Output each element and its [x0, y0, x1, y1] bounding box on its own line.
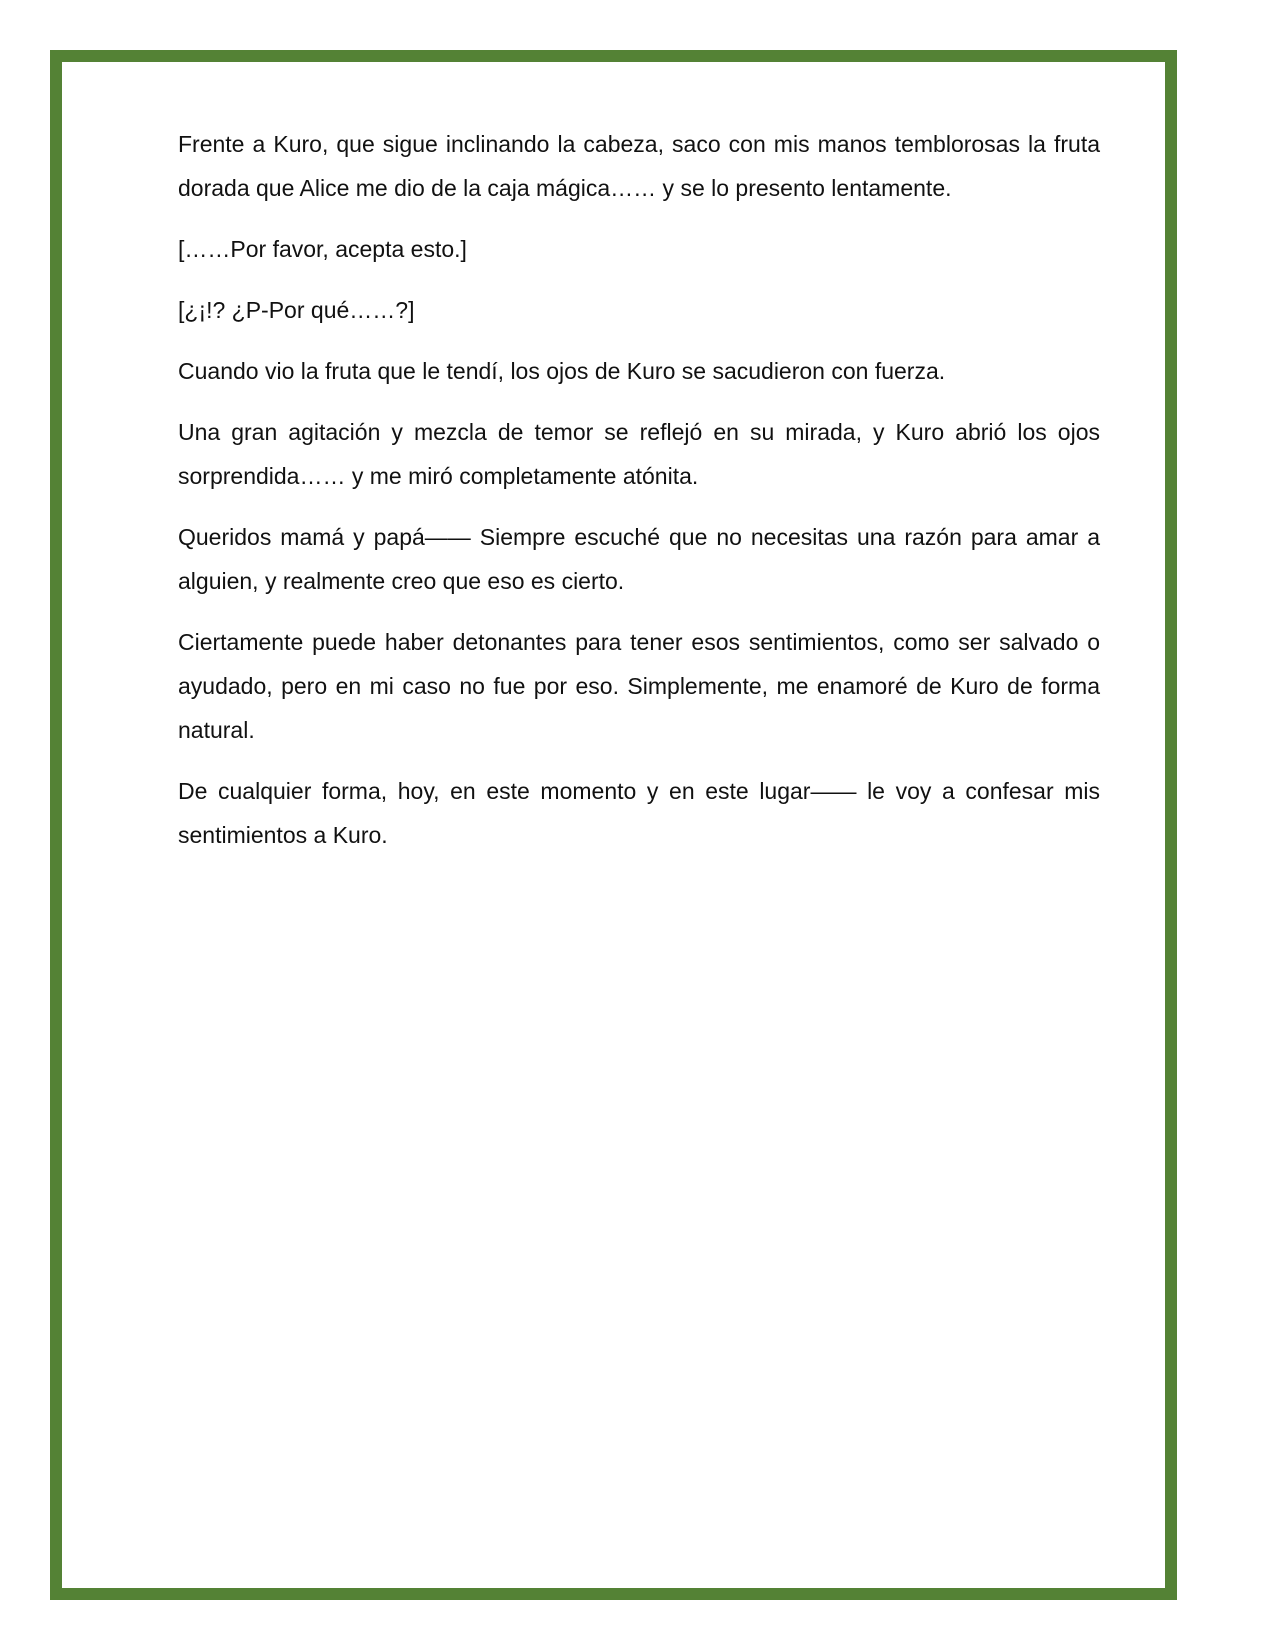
paragraph: Ciertamente puede haber detonantes para tener esos sentimientos, como ser salvado o ayudado, pero en mi caso no fue por eso. Simplemente, me enamoré de Kuro de forma natural.: [178, 629, 1100, 743]
paragraph: [¿¡!? ¿P-Por qué……?]: [178, 297, 415, 323]
document-body: [178, 122, 1100, 874]
paragraph: Queridos mamá y papá—— Siempre escuché que no necesitas una razón para amar a alguien, y realmente creo que eso es cierto.: [178, 524, 1100, 594]
paragraph: De cualquier forma, hoy, en este momento y en este lugar—— le voy a confesar mis sentimientos a Kuro.: [178, 778, 1100, 848]
paragraph: Una gran agitación y mezcla de temor se reflejó en su mirada, y Kuro abrió los ojos sorprendida…… y me miró completamente atónita.: [178, 419, 1100, 489]
paragraph: Frente a Kuro, que sigue inclinando la cabeza, saco con mis manos temblorosas la fruta dorada que Alice me dio de la caja mágica…… y se lo presento lentamente.: [178, 131, 1100, 201]
paragraph: [……Por favor, acepta esto.]: [178, 236, 467, 262]
paragraph: Cuando vio la fruta que le tendí, los ojos de Kuro se sacudieron con fuerza.: [178, 358, 946, 384]
